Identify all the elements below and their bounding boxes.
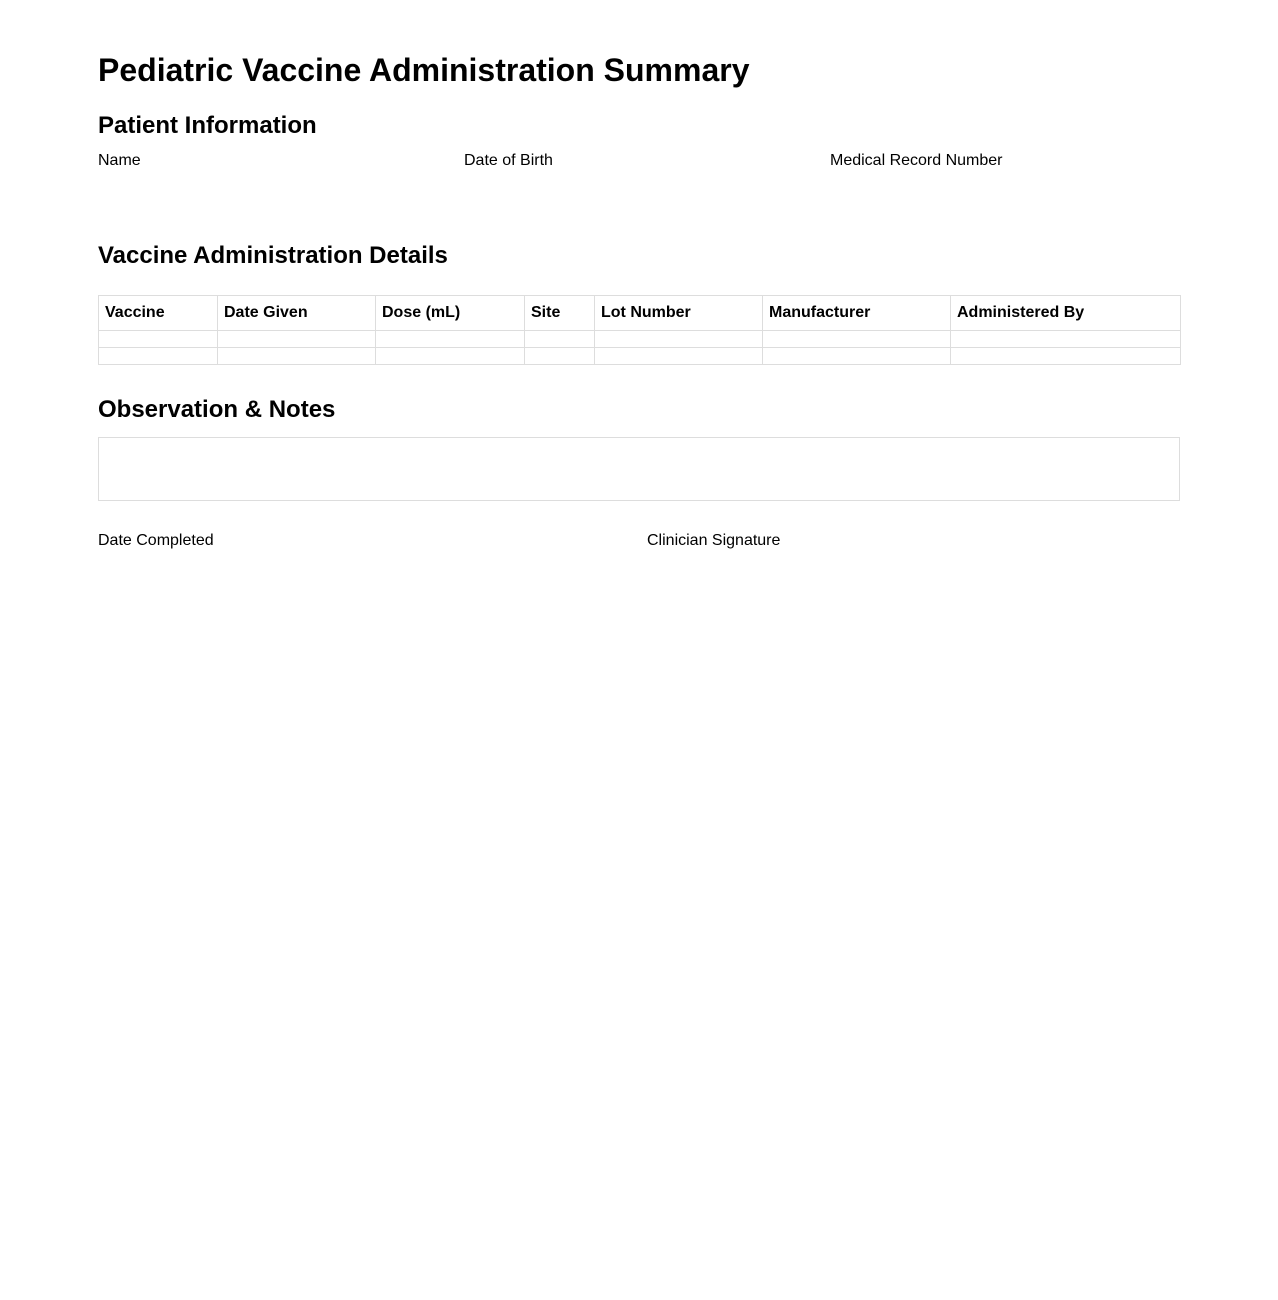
table-cell[interactable] xyxy=(376,331,525,348)
column-header-site: Site xyxy=(525,296,595,331)
name-field-label: Name xyxy=(98,152,141,169)
table-cell[interactable] xyxy=(595,331,763,348)
table-cell[interactable] xyxy=(763,348,951,365)
page-title: Pediatric Vaccine Administration Summary xyxy=(98,52,750,88)
notes-heading: Observation & Notes xyxy=(98,396,336,423)
table-cell[interactable] xyxy=(218,348,376,365)
mrn-field-label: Medical Record Number xyxy=(830,152,1003,169)
patient-info-heading: Patient Information xyxy=(98,112,317,139)
vaccine-table xyxy=(98,295,1181,365)
table-cell[interactable] xyxy=(525,331,595,348)
table-cell[interactable] xyxy=(763,331,951,348)
table-cell[interactable] xyxy=(595,348,763,365)
column-header-administered-by: Administered By xyxy=(951,296,1181,331)
column-header-manufacturer: Manufacturer xyxy=(763,296,951,331)
table-row xyxy=(99,331,1181,348)
clinician-signature-label: Clinician Signature xyxy=(647,532,781,549)
notes-box[interactable] xyxy=(98,437,1180,501)
column-header-dose: Dose (mL) xyxy=(376,296,525,331)
table-cell[interactable] xyxy=(951,348,1181,365)
table-cell[interactable] xyxy=(218,331,376,348)
table-cell[interactable] xyxy=(99,331,218,348)
column-header-lot-number: Lot Number xyxy=(595,296,763,331)
table-cell[interactable] xyxy=(951,331,1181,348)
table-cell[interactable] xyxy=(376,348,525,365)
table-cell[interactable] xyxy=(525,348,595,365)
column-header-vaccine: Vaccine xyxy=(99,296,218,331)
dob-field-label: Date of Birth xyxy=(464,152,553,169)
table-cell[interactable] xyxy=(99,348,218,365)
column-header-date-given: Date Given xyxy=(218,296,376,331)
date-completed-label: Date Completed xyxy=(98,532,214,549)
table-row xyxy=(99,348,1181,365)
vaccine-details-heading: Vaccine Administration Details xyxy=(98,242,448,269)
table-header-row xyxy=(99,296,1181,331)
